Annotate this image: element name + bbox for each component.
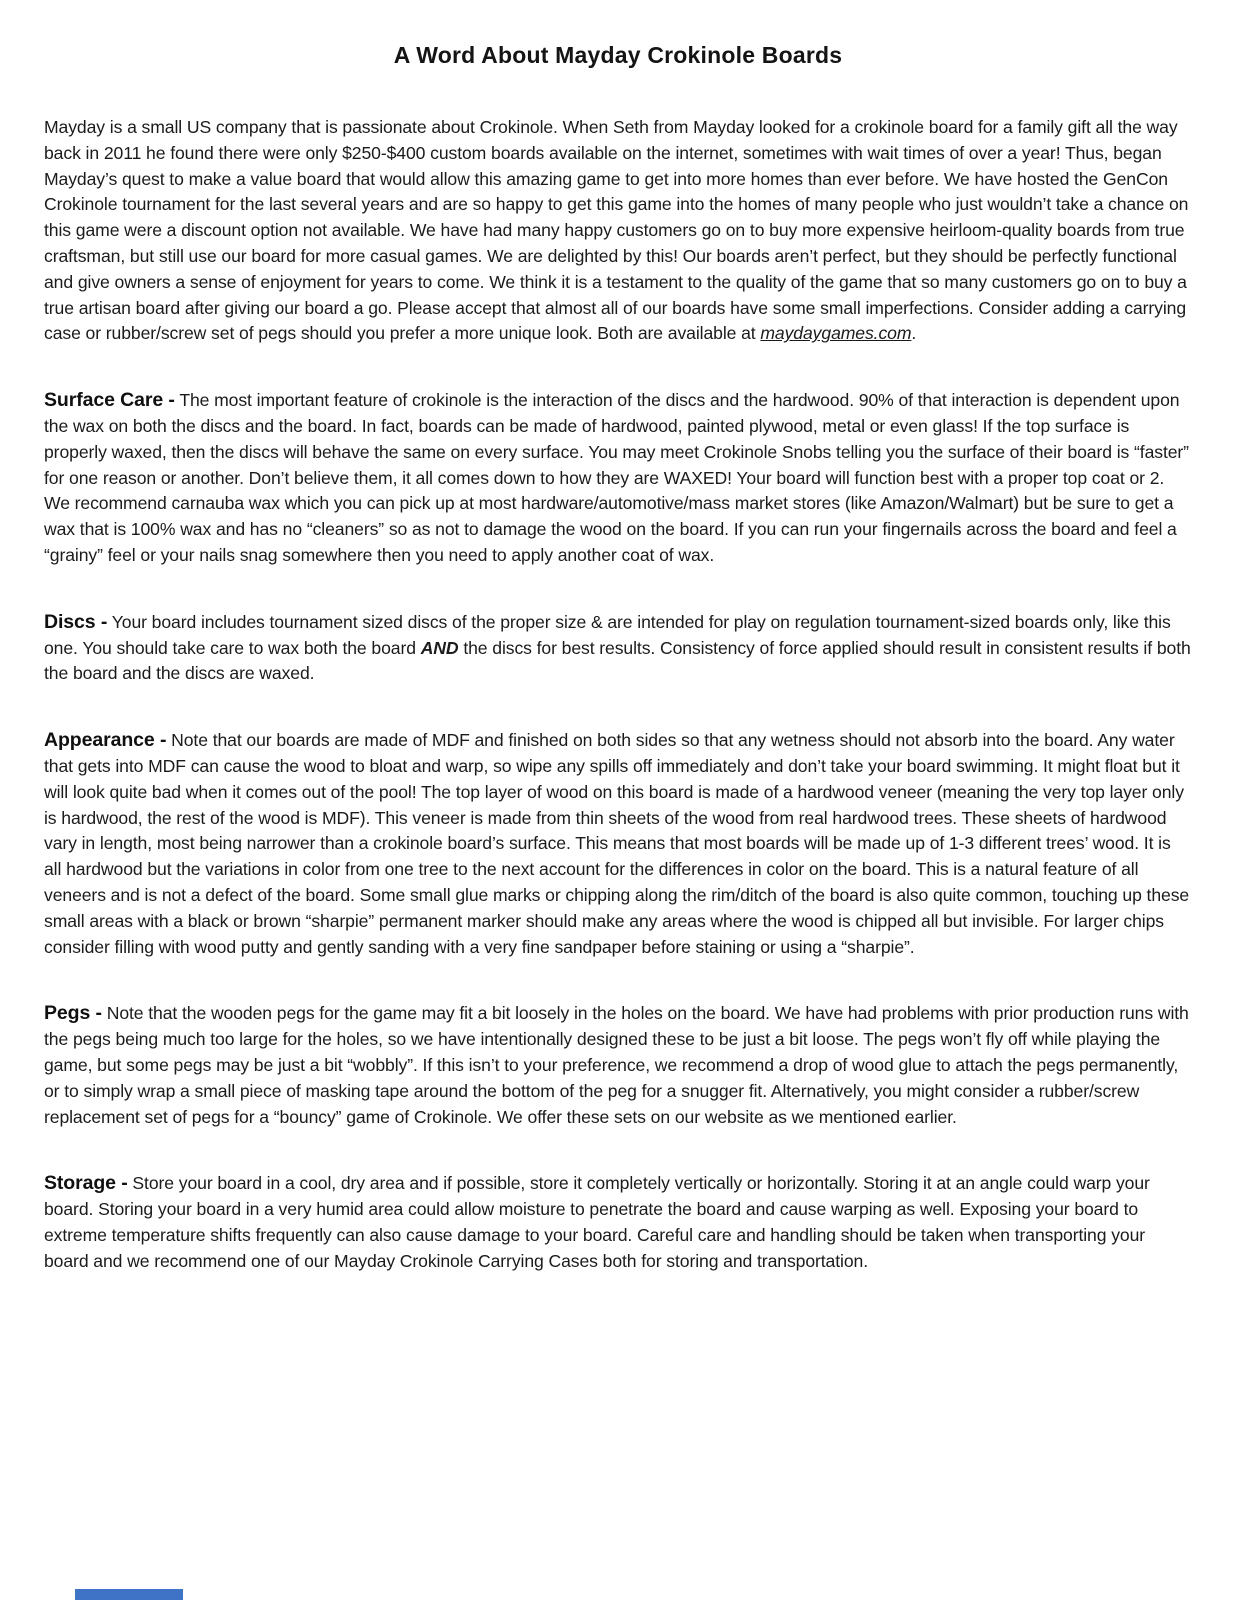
pegs-heading: Pegs -	[44, 1002, 102, 1025]
page-title: A Word About Mayday Crokinole Boards	[393, 42, 843, 68]
intro-text-after-link: .	[911, 323, 917, 344]
paragraph-discs	[44, 610, 1192, 687]
intro-text: Mayday is a small US company that is passionate about Crokinole. When Seth from Mayday looked for a crokinole board for a family gift all the way back in 2011 he found there were only $250-$400 custom boards available on the internet, sometimes with wait times of over a year! Thus, began Mayday’s quest to make a value board that would allow this amazing game to get into more homes than ever before. We have hosted the GenCon Crokinole tournament for the last several years and are so happy to get this game into the homes of many people who just wouldn’t take a chance on this game were a discount option not available. We have had many happy customers go on to buy more expensive heirloom-quality boards from true craftsman, but still use our board for more casual games. We are delighted by this! Our boards aren’t perfect, but they should be perfectly functional and give owners a sense of enjoyment for years to come. We think it is a testament to the quality of the game that so many customers go on to buy a true artisan board after giving our board a go. Please accept that almost all of our boards have some small imperfections. Consider adding a carrying case or rubber/screw set of pegs should you prefer a more unique look. Both are available at	[44, 117, 1189, 344]
maydaygames-link[interactable]: maydaygames.com	[760, 323, 912, 344]
paragraph-storage	[44, 1171, 1192, 1274]
discs-and-emphasis: AND	[420, 637, 459, 658]
storage-body: Store your board in a cool, dry area and if possible, store it completely vertically or horizontally. Storing it at an angle could warp your board. Storing your board in a very humid area could allow moisture to penetrate the board and cause warping as well. Exposing your board to extreme temperature shifts frequently can also cause damage to your board. Careful care and handling should be taken when transporting your board and we recommend one of our Mayday Crokinole Carrying Cases both for storing and transportation.	[44, 1173, 1150, 1271]
paragraph-appearance	[44, 728, 1192, 960]
discs-body-after: the discs for best results. Consistency of force applied should result in consistent results if both the board and the discs are waxed.	[44, 637, 1191, 684]
surface-care-heading: Surface Care -	[44, 389, 175, 412]
bottom-accent-bar	[75, 1589, 183, 1600]
appearance-heading: Appearance -	[44, 729, 167, 752]
pegs-body: Note that the wooden pegs for the game may fit a bit loosely in the holes on the board. We have had problems with prior production runs with the pegs being much too large for the holes, so we have intentionally designed these to be just a bit loose. The pegs won’t fly off while playing the game, but some pegs may be just a bit “wobbly”. If this isn’t to your preference, we recommend a drop of wood glue to attach the pegs permanently, or to simply wrap a small piece of masking tape around the bottom of the peg for a snugger fit. Alternatively, you might consider a rubber/screw replacement set of pegs for a “bouncy” game of Crokinole. We offer these sets on our website as we mentioned earlier.	[44, 1003, 1189, 1127]
surface-care-body: The most important feature of crokinole is the interaction of the discs and the hardwood. 90% of that interaction is dependent upon the wax on both the discs and the board. In fact, boards can be made of hardwood, painted plywood, metal or even glass! If the top surface is properly waxed, then the discs will behave the same on every surface. You may meet Crokinole Snobs telling you the surface of their board is “faster” for one reason or another. Don’t believe them, it all comes down to how they are WAXED! Your board will function best with a proper top coat or 2. We recommend carnauba wax which you can pick up at most hardware/automotive/mass market stores (like Amazon/Walmart) but be sure to get a wax that is 100% wax and has no “cleaners” so as not to damage the wood on the board. If you can run your fingernails across the board and feel a “grainy” feel or your nails snag somewhere then you need to apply another coat of wax.	[44, 390, 1189, 565]
paragraph-pegs	[44, 1001, 1192, 1130]
discs-heading: Discs -	[44, 610, 108, 633]
discs-body-before: Your board includes tournament sized discs of the proper size & are intended for play on regulation tournament-sized boards only, like this one. You should take care to wax both the board	[44, 611, 1171, 658]
appearance-body: Note that our boards are made of MDF and finished on both sides so that any wetness should not absorb into the board. Any water that gets into MDF can cause the wood to bloat and warp, so wipe any spills off immediately and don’t take your board swimming. It might float but it will look quite bad when it comes out of the pool! The top layer of wood on this board is made of a hardwood veneer (meaning the very top layer only is hardwood, the rest of the wood is MDF). This veneer is made from thin sheets of the wood from real hardwood trees. These sheets of hardwood vary in length, most being narrower than a crokinole board’s surface. This means that most boards will be made up of 1-3 different trees’ wood. It is all hardwood but the variations in color from one tree to the next account for the differences in color on the board. This is a natural feature of all veneers and is not a defect of the board. Some small glue marks or chipping along the rim/ditch of the board is also quite common, touching up these small areas with a black or brown “sharpie” permanent marker should make any areas where the wood is chipped all but invisible. For larger chips consider filling with wood putty and gently sanding with a very fine sandpaper before staining or using a “sharpie”.	[44, 730, 1190, 957]
storage-heading: Storage -	[44, 1172, 128, 1195]
paragraph-surface-care	[44, 388, 1192, 569]
paragraph-intro	[44, 115, 1192, 347]
